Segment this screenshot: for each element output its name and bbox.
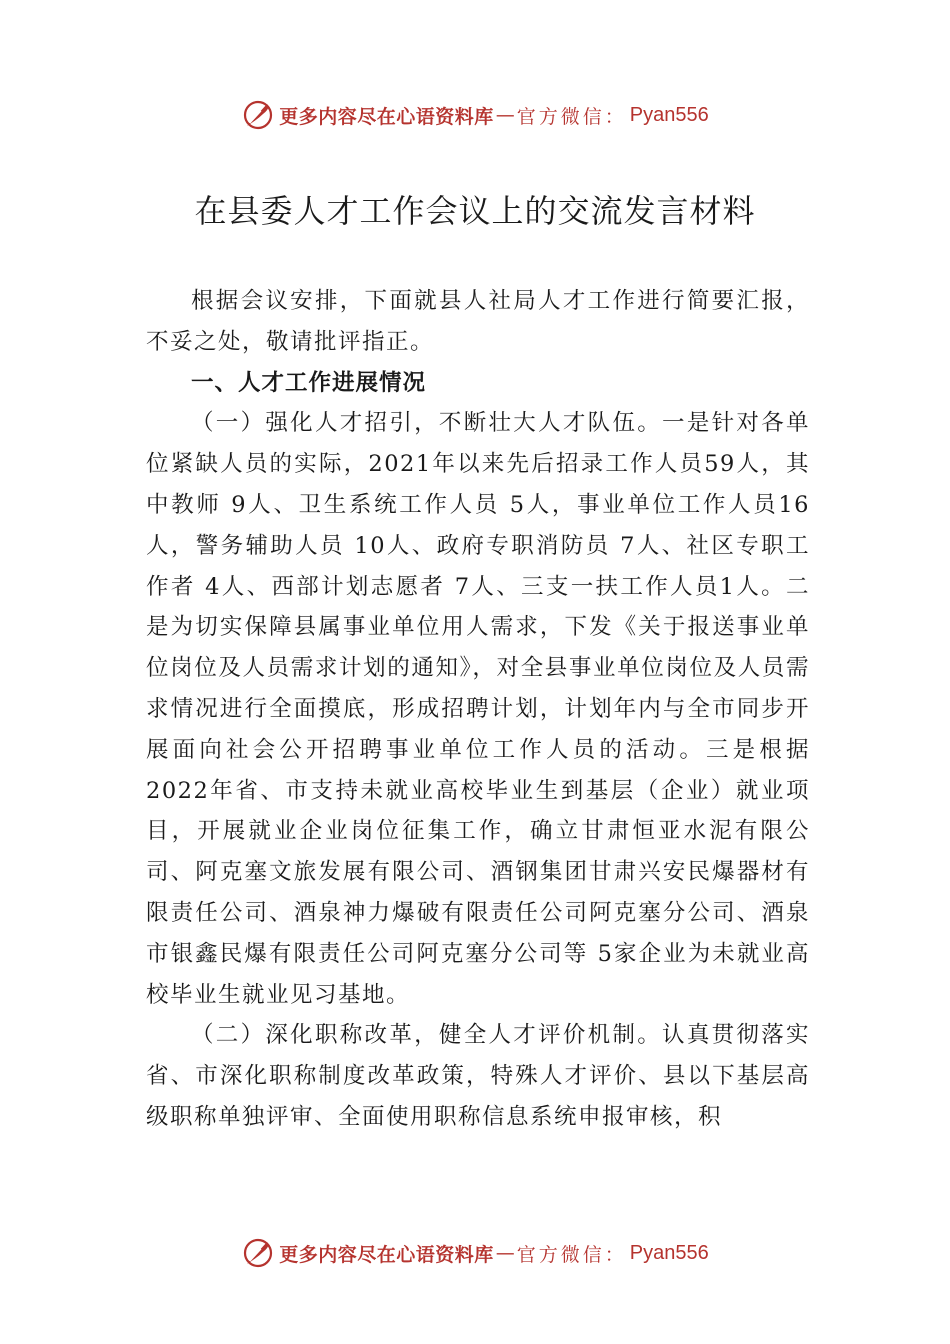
quill-logo-icon bbox=[241, 1236, 275, 1270]
banner-brand-text: 更多内容尽在心语资料库 bbox=[279, 105, 494, 128]
banner-wechat-label: 官方微信 bbox=[516, 1243, 605, 1266]
banner-wechat-handle: Pyan556 bbox=[629, 103, 709, 126]
document-title: 在县委人才工作会议上的交流发言材料 bbox=[194, 192, 756, 230]
section-heading: 一、人才工作进展情况 bbox=[191, 369, 427, 396]
intro-paragraph: 根据会议安排，下面就县人社局人才工作进行简要汇报，不妥之处，敬请批评指正。 bbox=[146, 288, 810, 355]
header-watermark-banner bbox=[0, 95, 950, 135]
body-paragraph-1: （一）强化人才招引，不断壮大人才队伍。一是针对各单位紧缺人员的实际，2021年以来先后招录工作人员59人，其中教师 9人、卫生系统工作人员 5人，事业单位工作人员16人，警务辅助人员 10人、政府专职消防员 7人、社区专职工作者 4人、西部计划志愿者 7人、三支一扶工作人员1人。二是为切实保障县属事业单位用人需求，下发《关于报送事业单位岗位及人员需求计划的通知》，对全县事业单位岗位及人员需求情况进行全面摸底，形成招聘计划，计划年内与全市同步开展面向社会公开招聘事业单位工作人员的活动。三是根据 2022年省、市支持未就业高校毕业生到基层（企业）就业项目，开展就业企业岗位征集工作，确立甘肃恒亚水泥有限公司、阿克塞文旅发展有限公司、酒钢集团甘肃兴安民爆器材有限责任公司、酒泉神力爆破有限责任公司阿克塞分公司、酒泉市银鑫民爆有限责任公司阿克塞分公司等 5家企业为未就业高校毕业生就业见习基地。 bbox=[146, 410, 810, 1008]
footer-watermark-banner bbox=[0, 1233, 950, 1273]
banner-wechat-handle: Pyan556 bbox=[629, 1241, 709, 1264]
banner-colon: ： bbox=[604, 1243, 624, 1266]
document-body bbox=[146, 281, 810, 1138]
banner-separator: — bbox=[495, 1242, 515, 1264]
banner-wechat-label: 官方微信 bbox=[516, 105, 605, 128]
banner-brand-text: 更多内容尽在心语资料库 bbox=[279, 1243, 494, 1266]
body-paragraph-2: （二）深化职称改革，健全人才评价机制。认真贯彻落实省、市深化职称制度改革政策，特殊人才评价、县以下基层高级职称单独评审、全面使用职称信息系统申报审核，积 bbox=[146, 1022, 810, 1130]
banner-separator: — bbox=[495, 104, 515, 126]
quill-logo-icon bbox=[241, 98, 275, 132]
banner-colon: ： bbox=[604, 105, 624, 128]
